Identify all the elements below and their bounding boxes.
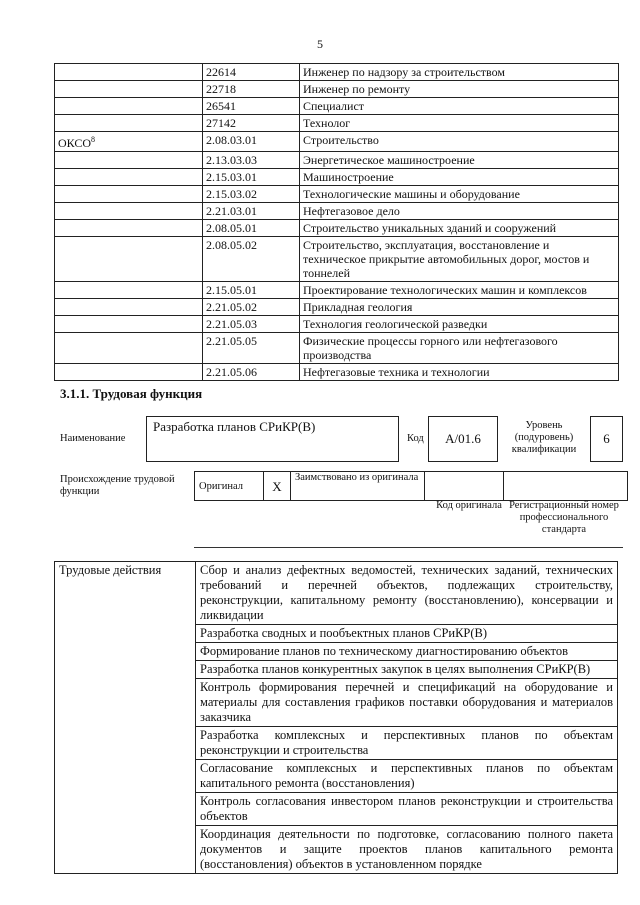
table-row bbox=[55, 220, 619, 237]
group-cell bbox=[55, 333, 203, 364]
table-row bbox=[55, 81, 619, 98]
name-cell: Специалист bbox=[300, 98, 619, 115]
table-row bbox=[55, 237, 619, 282]
reg-number-label: Регистрационный номер профессионального стандарта bbox=[509, 500, 619, 535]
group-cell bbox=[55, 169, 203, 186]
page-number: 5 bbox=[317, 37, 323, 51]
actions-header: Трудовые действия bbox=[55, 562, 196, 874]
action-item: Согласование комплексных и перспективных планов по объектам капитального ремонта (восстановления) bbox=[196, 760, 618, 793]
action-item: Разработка сводных и пообъектных планов СРиКР(В) bbox=[196, 625, 618, 643]
name-cell: Строительство уникальных зданий и сооружений bbox=[300, 220, 619, 237]
group-cell bbox=[55, 81, 203, 98]
name-cell: Энергетическое машиностроение bbox=[300, 152, 619, 169]
original-mark: X bbox=[264, 472, 291, 501]
code-cell: 2.15.03.01 bbox=[203, 169, 300, 186]
name-cell: Технолог bbox=[300, 115, 619, 132]
code-cell: 2.08.05.01 bbox=[203, 220, 300, 237]
group-cell bbox=[55, 316, 203, 333]
code-cell: 2.13.03.03 bbox=[203, 152, 300, 169]
code-cell: 2.21.03.01 bbox=[203, 203, 300, 220]
group-cell bbox=[55, 203, 203, 220]
table-row bbox=[55, 186, 619, 203]
name-cell: Физические процессы горного или нефтегазового производства bbox=[300, 333, 619, 364]
code-cell: 22718 bbox=[203, 81, 300, 98]
name-cell: Машиностроение bbox=[300, 169, 619, 186]
code-cell: 2.15.05.01 bbox=[203, 282, 300, 299]
table-row bbox=[55, 169, 619, 186]
code-cell: 2.08.05.02 bbox=[203, 237, 300, 282]
code-cell: 2.08.03.01 bbox=[203, 132, 300, 152]
table-row bbox=[55, 364, 619, 381]
code-cell: 2.21.05.03 bbox=[203, 316, 300, 333]
group-cell bbox=[55, 364, 203, 381]
level-label: Уровень (подуровень) квалификации bbox=[511, 420, 577, 455]
divider bbox=[194, 547, 623, 548]
group-cell bbox=[55, 64, 203, 81]
actions-table bbox=[54, 561, 618, 874]
action-item: Формирование планов по техническому диагностированию объектов bbox=[196, 643, 618, 661]
name-cell: Технология геологической разведки bbox=[300, 316, 619, 333]
origin-table bbox=[194, 471, 628, 501]
group-cell bbox=[55, 152, 203, 169]
code-label: Код bbox=[407, 433, 424, 444]
table-row bbox=[55, 115, 619, 132]
name-cell: Технологические машины и оборудование bbox=[300, 186, 619, 203]
name-cell: Строительство bbox=[300, 132, 619, 152]
code-cell: 22614 bbox=[203, 64, 300, 81]
table-row bbox=[55, 152, 619, 169]
action-item: Разработка комплексных и перспективных планов по объектам реконструкции и строительства bbox=[196, 727, 618, 760]
table-row bbox=[55, 333, 619, 364]
group-cell bbox=[55, 98, 203, 115]
name-cell: Инженер по ремонту bbox=[300, 81, 619, 98]
table-row bbox=[55, 64, 619, 81]
action-item: Разработка планов конкурентных закупок в целях выполнения СРиКР(В) bbox=[196, 661, 618, 679]
code-cell: 2.21.05.02 bbox=[203, 299, 300, 316]
origin-label: Происхождение трудовой функции bbox=[60, 474, 175, 497]
table-row bbox=[55, 98, 619, 115]
code-cell: 2.21.05.05 bbox=[203, 333, 300, 364]
group-cell bbox=[55, 220, 203, 237]
group-cell bbox=[55, 282, 203, 299]
name-cell: Нефтегазовое дело bbox=[300, 203, 619, 220]
name-cell: Проектирование технологических машин и комплексов bbox=[300, 282, 619, 299]
function-code-box: А/01.6 bbox=[428, 416, 498, 462]
code-cell: 2.21.05.06 bbox=[203, 364, 300, 381]
name-cell: Строительство, эксплуатация, восстановление и техническое прикрытие автомобильных дорог, мостов и тоннелей bbox=[300, 237, 619, 282]
reg-number-cell bbox=[504, 472, 628, 501]
group-cell bbox=[55, 186, 203, 203]
action-item: Координация деятельности по подготовке, согласованию полного пакета документов и защите проектов планов капитального ремонта (восстановления) объектов в установленном порядке bbox=[196, 826, 618, 874]
borrowed-label: Заимствовано из оригинала bbox=[291, 472, 425, 501]
code-original-cell bbox=[425, 472, 504, 501]
level-box: 6 bbox=[590, 416, 623, 462]
table-row bbox=[55, 316, 619, 333]
function-name-box: Разработка планов СРиКР(В) bbox=[146, 416, 399, 462]
group-cell bbox=[55, 115, 203, 132]
action-item: Контроль формирования перечней и спецификаций на оборудование и материалы для составления графиков поставки оборудования и материалов заказчика bbox=[196, 679, 618, 727]
table-row bbox=[55, 282, 619, 299]
group-cell bbox=[55, 132, 203, 152]
name-cell: Прикладная геология bbox=[300, 299, 619, 316]
action-item: Сбор и анализ дефектных ведомостей, технических заданий, технических требований и перечней объектов, подлежащих строительству, реконструкции, капитальному ремонту (восстановлению), консервации и ликвидации bbox=[196, 562, 618, 625]
group-footnote: 8 bbox=[91, 135, 96, 144]
codes-table bbox=[54, 63, 619, 381]
group-label: ОКСО bbox=[58, 136, 92, 150]
group-cell bbox=[55, 237, 203, 282]
name-cell: Инженер по надзору за строительством bbox=[300, 64, 619, 81]
code-cell: 26541 bbox=[203, 98, 300, 115]
table-row bbox=[55, 562, 618, 625]
action-item: Контроль согласования инвестором планов реконструкции и строительства объектов bbox=[196, 793, 618, 826]
code-cell: 27142 bbox=[203, 115, 300, 132]
code-cell: 2.15.03.02 bbox=[203, 186, 300, 203]
name-cell: Нефтегазовые техника и технологии bbox=[300, 364, 619, 381]
original-label: Оригинал bbox=[195, 472, 264, 501]
table-row bbox=[55, 132, 619, 152]
name-label: Наименование bbox=[60, 433, 126, 444]
table-row bbox=[55, 299, 619, 316]
code-original-label: Код оригинала bbox=[436, 500, 502, 511]
table-row bbox=[55, 203, 619, 220]
section-title: 3.1.1. Трудовая функция bbox=[60, 386, 203, 401]
group-cell bbox=[55, 299, 203, 316]
